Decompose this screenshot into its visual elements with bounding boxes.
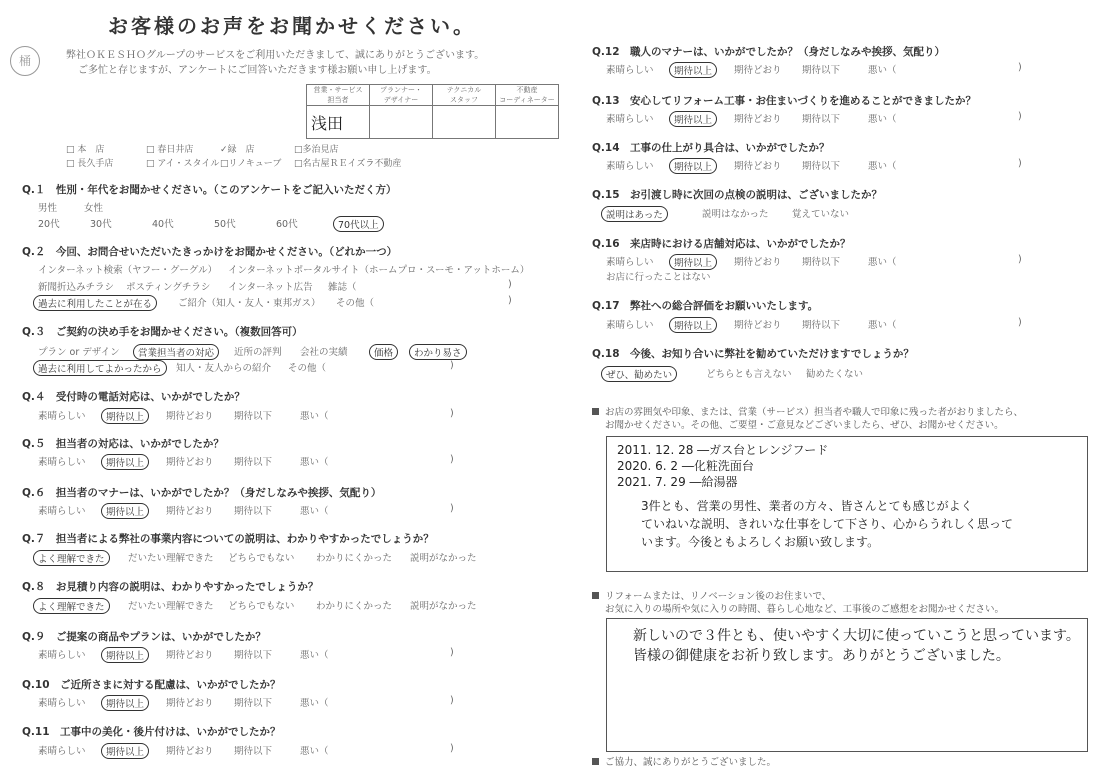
q4-opt-bad-close: ) xyxy=(450,408,454,419)
q1-gender-female[interactable]: 女性 xyxy=(84,203,104,214)
q14-opt-excellent[interactable]: 素晴らしい xyxy=(606,161,654,172)
q8-opt-understood[interactable]: よく理解できた xyxy=(33,598,110,614)
q8-opt-neutral[interactable]: どちらでもない xyxy=(228,601,295,612)
q4-opt-above[interactable]: 期待以上 xyxy=(101,408,149,424)
q17-opt-asexpected[interactable]: 期待どおり xyxy=(734,320,782,331)
q3-opt-track-record[interactable]: 会社の実績 xyxy=(300,347,348,358)
bullet-square-icon xyxy=(592,592,599,599)
footer-thanks-text: ご協力、誠にありがとうございました。 xyxy=(605,757,777,768)
q2-opt-magazine-close: ) xyxy=(508,279,512,290)
comment1-line-3: 2021. 7. 29 ―給湯器 xyxy=(617,475,738,489)
q12-opt-below[interactable]: 期待以下 xyxy=(802,65,841,76)
q1-age-50[interactable]: 50代 xyxy=(214,219,236,230)
q12-opt-bad[interactable]: 悪い（ xyxy=(868,65,897,76)
staff-value-sales: 浅田 xyxy=(307,106,370,139)
bullet-square-icon xyxy=(592,408,599,415)
q13-label: Q.13 安心してリフォーム工事・お住まいづくりを進めることができましたか？ xyxy=(592,95,977,107)
q13-options xyxy=(606,111,1036,127)
q18-opt-recommend[interactable]: ぜひ、勧めたい xyxy=(601,366,677,382)
q1-ages xyxy=(38,216,398,232)
q10-opt-above[interactable]: 期待以上 xyxy=(101,695,149,711)
q2-opt-magazine[interactable]: 雑誌（ xyxy=(328,282,357,293)
q2-opt-posting[interactable]: ポスティングチラシ xyxy=(126,282,211,293)
q14-options xyxy=(606,158,1036,174)
q8-opt-hard[interactable]: わかりにくかった xyxy=(316,601,393,612)
q2-row1 xyxy=(38,262,538,278)
survey-title: お客様のお声をお聞かせください。 xyxy=(108,14,476,38)
q1-gender-male[interactable]: 男性 xyxy=(38,203,58,214)
staff-header-sales: 営業・サービス 担当者 xyxy=(307,85,370,106)
comment2-box[interactable] xyxy=(606,618,1088,752)
q16-opt-bad[interactable]: 悪い（ xyxy=(868,257,897,268)
q6-opt-bad[interactable]: 悪い（ xyxy=(300,506,329,517)
q7-opt-understood[interactable]: よく理解できた xyxy=(33,550,110,566)
q2-opt-past-use[interactable]: 過去に利用したことが在る xyxy=(33,295,157,311)
q10-label: Q.10 ご近所さまに対する配慮は、いかがでしたか？ xyxy=(22,679,281,691)
q2-label: Q.２ 今回、お問合せいただいたきっかけをお聞かせください。（どれか一つ） xyxy=(22,246,398,258)
q4-opt-below[interactable]: 期待以下 xyxy=(234,411,273,422)
q4-label: Q.４ 受付時の電話対応は、いかがでしたか？ xyxy=(22,391,245,403)
intro-line-2: ご多忙と存じますが、アンケートにご回答いただきます様お願い申し上げます。 xyxy=(78,65,437,76)
q16-opt-asexpected[interactable]: 期待どおり xyxy=(734,257,782,268)
q11-opt-asexpected[interactable]: 期待どおり xyxy=(166,746,214,757)
q1-label: Q.１ 性別・年代をお聞かせください。（このアンケートをご記入いただく方） xyxy=(22,184,397,196)
q9-opt-bad[interactable]: 悪い（ xyxy=(300,650,329,661)
comment2-prompt-line2: お気に入りの場所や気に入りの時間、暮らし心地など、工事後のご感想をお聞かせください。 xyxy=(605,604,1005,615)
q1-age-70plus[interactable]: 70代以上 xyxy=(333,216,384,232)
q8-label: Q.８ お見積り内容の説明は、わかりやすかったでしょうか？ xyxy=(22,581,319,593)
q10-opt-bad[interactable]: 悪い（ xyxy=(300,698,329,709)
store-realestate[interactable]: □名古屋ＲＥイズラ不動産 xyxy=(294,159,402,169)
q6-options xyxy=(38,503,468,519)
store-istyle[interactable]: □ アイ・スタイル xyxy=(146,159,220,169)
q8-opt-mostly[interactable]: だいたい理解できた xyxy=(128,601,214,612)
q11-opt-above[interactable]: 期待以上 xyxy=(101,743,149,759)
q15-opt-dontremember[interactable]: 覚えていない xyxy=(792,209,850,220)
comment2-line-2: 皆様の御健康をお祈り致します。ありがとうございました。 xyxy=(633,648,1010,664)
q6-opt-asexpected[interactable]: 期待どおり xyxy=(166,506,214,517)
q5-opt-excellent[interactable]: 素晴らしい xyxy=(38,457,86,468)
q10-options xyxy=(38,695,468,711)
store-tajimi[interactable]: □多治見店 xyxy=(294,145,339,155)
q5-opt-bad[interactable]: 悪い（ xyxy=(300,457,329,468)
q12-opt-asexpected[interactable]: 期待どおり xyxy=(734,65,782,76)
store-checkboxes xyxy=(66,142,506,172)
q16-opt-below[interactable]: 期待以下 xyxy=(802,257,841,268)
q3-opt-sales-staff[interactable]: 営業担当者の対応 xyxy=(133,344,219,360)
q16-opt-excellent[interactable]: 素晴らしい xyxy=(606,257,654,268)
q5-label: Q.５ 担当者の対応は、いかがでしたか？ xyxy=(22,438,224,450)
q18-options xyxy=(606,366,1006,382)
q1-age-20[interactable]: 20代 xyxy=(38,219,60,230)
q17-opt-excellent[interactable]: 素晴らしい xyxy=(606,320,654,331)
q11-options xyxy=(38,743,468,759)
comment1-prompt xyxy=(592,406,1023,432)
q9-opt-asexpected[interactable]: 期待どおり xyxy=(166,650,214,661)
q14-opt-above[interactable]: 期待以上 xyxy=(669,158,717,174)
q2-opt-portal[interactable]: インターネットポータルサイト（ホームプロ・スーモ・アットホーム） xyxy=(228,265,530,276)
store-renocube[interactable]: □リノキューブ xyxy=(220,159,282,169)
q14-opt-below[interactable]: 期待以下 xyxy=(802,161,841,172)
q5-opt-bad-close: ) xyxy=(450,454,454,465)
q16-opt-never-visited[interactable]: お店に行ったことはない xyxy=(606,272,711,283)
staff-value-realestate xyxy=(496,106,559,139)
q17-label: Q.17 弊社への総合評価をお願いいたします。 xyxy=(592,300,819,312)
q3-opt-other-close: ) xyxy=(450,360,454,371)
comment1-prompt-line1: お店の雰囲気や印象、または、営業（サービス）担当者や職人で印象に残った者がおりましたら、 xyxy=(605,407,1024,418)
q6-label: Q.６ 担当者のマナーは、いかがでしたか？（身だしなみや挨拶、気配り） xyxy=(22,487,382,499)
footer-thanks xyxy=(592,756,776,769)
q9-label: Q.９ ご提案の商品やプランは、いかがでしたか？ xyxy=(22,631,266,643)
q14-opt-asexpected[interactable]: 期待どおり xyxy=(734,161,782,172)
q17-opt-bad-close: ) xyxy=(1018,317,1022,328)
q17-opt-below[interactable]: 期待以下 xyxy=(802,320,841,331)
q6-opt-excellent[interactable]: 素晴らしい xyxy=(38,506,86,517)
q7-opt-mostly[interactable]: だいたい理解できた xyxy=(128,553,214,564)
q9-opt-below[interactable]: 期待以下 xyxy=(234,650,273,661)
q7-label: Q.７ 担当者による弊社の事業内容についての説明は、わかりやすかったでしょうか？ xyxy=(22,533,434,545)
q2-opt-newspaper[interactable]: 新聞折込みチラシ xyxy=(38,282,115,293)
q10-opt-asexpected[interactable]: 期待どおり xyxy=(166,698,214,709)
q17-opt-bad[interactable]: 悪い（ xyxy=(868,320,897,331)
q16-opt-bad-close: ) xyxy=(1018,254,1022,265)
q13-opt-bad-close: ) xyxy=(1018,111,1022,122)
q18-label: Q.18 今後、お知り合いに弊社を勧めていただけますでしょうか？ xyxy=(592,348,914,360)
q11-opt-bad-close: ) xyxy=(450,743,454,754)
q14-opt-bad[interactable]: 悪い（ xyxy=(868,161,897,172)
store-midori[interactable]: ✓緑 店 xyxy=(220,145,255,155)
staff-header-technical: テクニカル スタッフ xyxy=(433,85,496,106)
q10-opt-excellent[interactable]: 素晴らしい xyxy=(38,698,86,709)
q18-opt-not[interactable]: 勧めたくない xyxy=(806,369,864,380)
q12-opt-excellent[interactable]: 素晴らしい xyxy=(606,65,654,76)
q3-label: Q.３ ご契約の決め手をお聞かせください。（複数回答可） xyxy=(22,326,303,338)
comment1-line-4: 3件とも、営業の男性、業者の方々、皆さんとても感じがよく xyxy=(641,499,973,513)
q2-opt-other-close: ) xyxy=(508,295,512,306)
staff-header-planner: プランナー・ デザイナー xyxy=(370,85,433,106)
staff-table xyxy=(306,84,559,139)
q1-gender xyxy=(38,200,338,216)
q15-label: Q.15 お引渡し時に次回の点検の説明は、ございましたか？ xyxy=(592,189,883,201)
q2-opt-search[interactable]: インターネット検索（ヤフー・グーグル） xyxy=(38,265,218,276)
q7-opt-hard[interactable]: わかりにくかった xyxy=(316,553,393,564)
q17-opt-above[interactable]: 期待以上 xyxy=(669,317,717,333)
q13-opt-bad[interactable]: 悪い（ xyxy=(868,114,897,125)
q3-opt-referral[interactable]: 知人・友人からの紹介 xyxy=(176,363,272,374)
q16-extra xyxy=(606,269,906,285)
comment1-line-6: います。今後ともよろしくお願い致します。 xyxy=(641,535,880,549)
q13-opt-excellent[interactable]: 素晴らしい xyxy=(606,114,654,125)
store-kasugai[interactable]: □ 春日井店 xyxy=(146,145,194,155)
q9-opt-bad-close: ) xyxy=(450,647,454,658)
q2-opt-webad[interactable]: インターネット広告 xyxy=(228,282,313,293)
q4-opt-bad[interactable]: 悪い（ xyxy=(300,411,329,422)
q15-opt-yes[interactable]: 説明はあった xyxy=(601,206,668,222)
q10-opt-bad-close: ) xyxy=(450,695,454,706)
q2-opt-other[interactable]: その他（ xyxy=(336,298,375,309)
q9-options xyxy=(38,647,468,663)
q11-opt-bad[interactable]: 悪い（ xyxy=(300,746,329,757)
q7-options xyxy=(38,550,538,566)
comment1-box[interactable] xyxy=(606,436,1088,572)
q2-row3 xyxy=(38,295,538,311)
q3-opt-clarity[interactable]: わかり易さ xyxy=(409,344,467,360)
comment2-prompt-line1: リフォームまたは、リノベーション後のお住まいで、 xyxy=(605,591,832,602)
q17-options xyxy=(606,317,1036,333)
store-honten[interactable]: □ 本 店 xyxy=(66,145,105,155)
q13-opt-below[interactable]: 期待以下 xyxy=(802,114,841,125)
q14-opt-bad-close: ) xyxy=(1018,158,1022,169)
q13-opt-above[interactable]: 期待以上 xyxy=(669,111,717,127)
q3-opt-reputation[interactable]: 近所の評判 xyxy=(234,347,282,358)
q4-opt-excellent[interactable]: 素晴らしい xyxy=(38,411,86,422)
q13-opt-asexpected[interactable]: 期待どおり xyxy=(734,114,782,125)
q3-opt-other[interactable]: その他（ xyxy=(288,363,327,374)
q12-opt-bad-close: ) xyxy=(1018,62,1022,73)
staff-header-realestate: 不動産 コーディネーター xyxy=(496,85,559,106)
q5-options xyxy=(38,454,468,470)
q9-opt-above[interactable]: 期待以上 xyxy=(101,647,149,663)
q5-opt-below[interactable]: 期待以下 xyxy=(234,457,273,468)
bullet-square-icon xyxy=(592,758,599,765)
q15-opt-no[interactable]: 説明はなかった xyxy=(702,209,769,220)
q5-opt-above[interactable]: 期待以上 xyxy=(101,454,149,470)
comment2-line-1: 新しいので３件とも、使いやすく大切に使っていこうと思っています。 xyxy=(633,628,1080,644)
q11-opt-excellent[interactable]: 素晴らしい xyxy=(38,746,86,757)
q7-opt-none[interactable]: 説明がなかった xyxy=(410,553,477,564)
q1-age-40[interactable]: 40代 xyxy=(152,219,174,230)
comment2-prompt xyxy=(592,590,1004,616)
q12-opt-above[interactable]: 期待以上 xyxy=(669,62,717,78)
q8-options xyxy=(38,598,538,614)
q1-age-60[interactable]: 60代 xyxy=(276,219,298,230)
q11-label: Q.11 工事中の美化・後片付けは、いかがでしたか？ xyxy=(22,726,281,738)
q16-options xyxy=(606,254,1036,270)
q1-age-30[interactable]: 30代 xyxy=(90,219,112,230)
q4-options xyxy=(38,408,468,424)
q18-opt-neutral[interactable]: どちらとも言えない xyxy=(706,369,792,380)
q2-opt-referral[interactable]: ご紹介（知人・友人・東邦ガス） xyxy=(178,298,321,309)
comment1-prompt-line2: お聞かせください。その他、ご要望・ご意見などございましたら、ぜひ、お聞かせください。 xyxy=(605,420,1004,431)
company-seal-icon: 桶 xyxy=(10,46,40,76)
q5-opt-asexpected[interactable]: 期待どおり xyxy=(166,457,214,468)
comment1-line-2: 2020. 6. 2 ―化粧洗面台 xyxy=(617,459,754,473)
comment1-line-5: ていねいな説明、きれいな仕事をして下さり、心からうれしく思って xyxy=(641,517,1014,531)
q2-row2 xyxy=(38,279,538,295)
q16-label: Q.16 来店時における店舗対応は、いかがでしたか？ xyxy=(592,238,851,250)
q6-opt-below[interactable]: 期待以下 xyxy=(234,506,273,517)
q7-opt-neutral[interactable]: どちらでもない xyxy=(228,553,295,564)
q3-opt-past-good[interactable]: 過去に利用してよかったから xyxy=(33,360,167,376)
intro-line-1: 弊社ＯＫＥＳＨＯグループのサービスをご利用いただきまして、誠にありがとうございます。 xyxy=(66,50,485,61)
q8-opt-none[interactable]: 説明がなかった xyxy=(410,601,477,612)
q3-opt-plan[interactable]: プラン or デザイン xyxy=(38,347,120,358)
q3-row1 xyxy=(38,344,538,360)
q6-opt-bad-close: ) xyxy=(450,503,454,514)
q12-label: Q.12 職人のマナーは、いかがでしたか？（身だしなみや挨拶、気配り） xyxy=(592,46,946,58)
q15-options xyxy=(606,206,1006,222)
staff-value-technical xyxy=(433,106,496,139)
store-nagakute[interactable]: □ 長久手店 xyxy=(66,159,114,169)
q16-opt-above[interactable]: 期待以上 xyxy=(669,254,717,270)
q11-opt-below[interactable]: 期待以下 xyxy=(234,746,273,757)
q10-opt-below[interactable]: 期待以下 xyxy=(234,698,273,709)
staff-value-planner xyxy=(370,106,433,139)
q9-opt-excellent[interactable]: 素晴らしい xyxy=(38,650,86,661)
q6-opt-above[interactable]: 期待以上 xyxy=(101,503,149,519)
q4-opt-asexpected[interactable]: 期待どおり xyxy=(166,411,214,422)
q14-label: Q.14 工事の仕上がり具合は、いかがでしたか？ xyxy=(592,142,830,154)
q3-row2 xyxy=(38,360,538,376)
q12-options xyxy=(606,62,1036,78)
q3-opt-price[interactable]: 価格 xyxy=(369,344,398,360)
comment1-line-1: 2011. 12. 28 ―ガス台とレンジフード xyxy=(617,443,829,457)
